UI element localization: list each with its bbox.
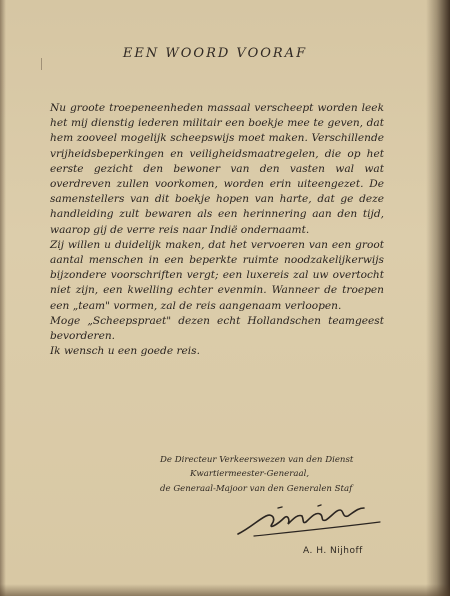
- paragraph-3: Moge „Scheepspraet" dezen echt Hollandschen teamgeest bevorderen.: [50, 314, 384, 343]
- handwritten-signature: [232, 498, 392, 542]
- page-bottom-edge: [0, 584, 450, 596]
- paragraph-2: Zij willen u duidelijk maken, dat het vervoeren van een groot aantal menschen in een beperkte ruimte noodzakelijkerwijs bijzondere voorschriften vergt; een luxereis zal uw overtocht niet zijn, een kwelling echter evenmin. Wanneer de troepen een „team" vormen, zal de reis aangenaam verloopen.: [50, 238, 384, 312]
- signature-block: [160, 453, 390, 496]
- page-left-edge: [0, 0, 6, 596]
- signatory-title-line-1: De Directeur Verkeerswezen van den Dienst: [160, 455, 354, 465]
- signatory-title-line-3: de Generaal-Majoor van den Generalen Staf: [160, 483, 353, 494]
- signatory-title-line-2: Kwartiermeester-Generaal,: [190, 469, 310, 480]
- page-title: EEN WOORD VOORAF: [122, 46, 308, 61]
- page-right-edge-shadow: [426, 0, 450, 596]
- paragraph-4: Ik wensch u een goede reis.: [50, 345, 200, 358]
- signatory-name: A. H. Nijhoff: [303, 546, 363, 556]
- paragraph-1: Nu groote troepeneenheden massaal verscheept worden leek het mij dienstig iederen militair een boekje mee te geven, dat hem zooveel mogelijk scheepswijs moet maken. Verschillende vrijheidsbeperkingen en veiligheidsmaatregelen, die op het eerste gezicht den bewoner van den vasten wal wat overdreven zullen voorkomen, worden erin uiteengezet. De samenstellers van dit boekje hopen van harte, dat ge deze handleiding zult bewaren als een herinnering aan den tijd, waarop gij de verre reis naar Indië ondernaamt.: [50, 102, 384, 236]
- foreword-text: [50, 101, 384, 359]
